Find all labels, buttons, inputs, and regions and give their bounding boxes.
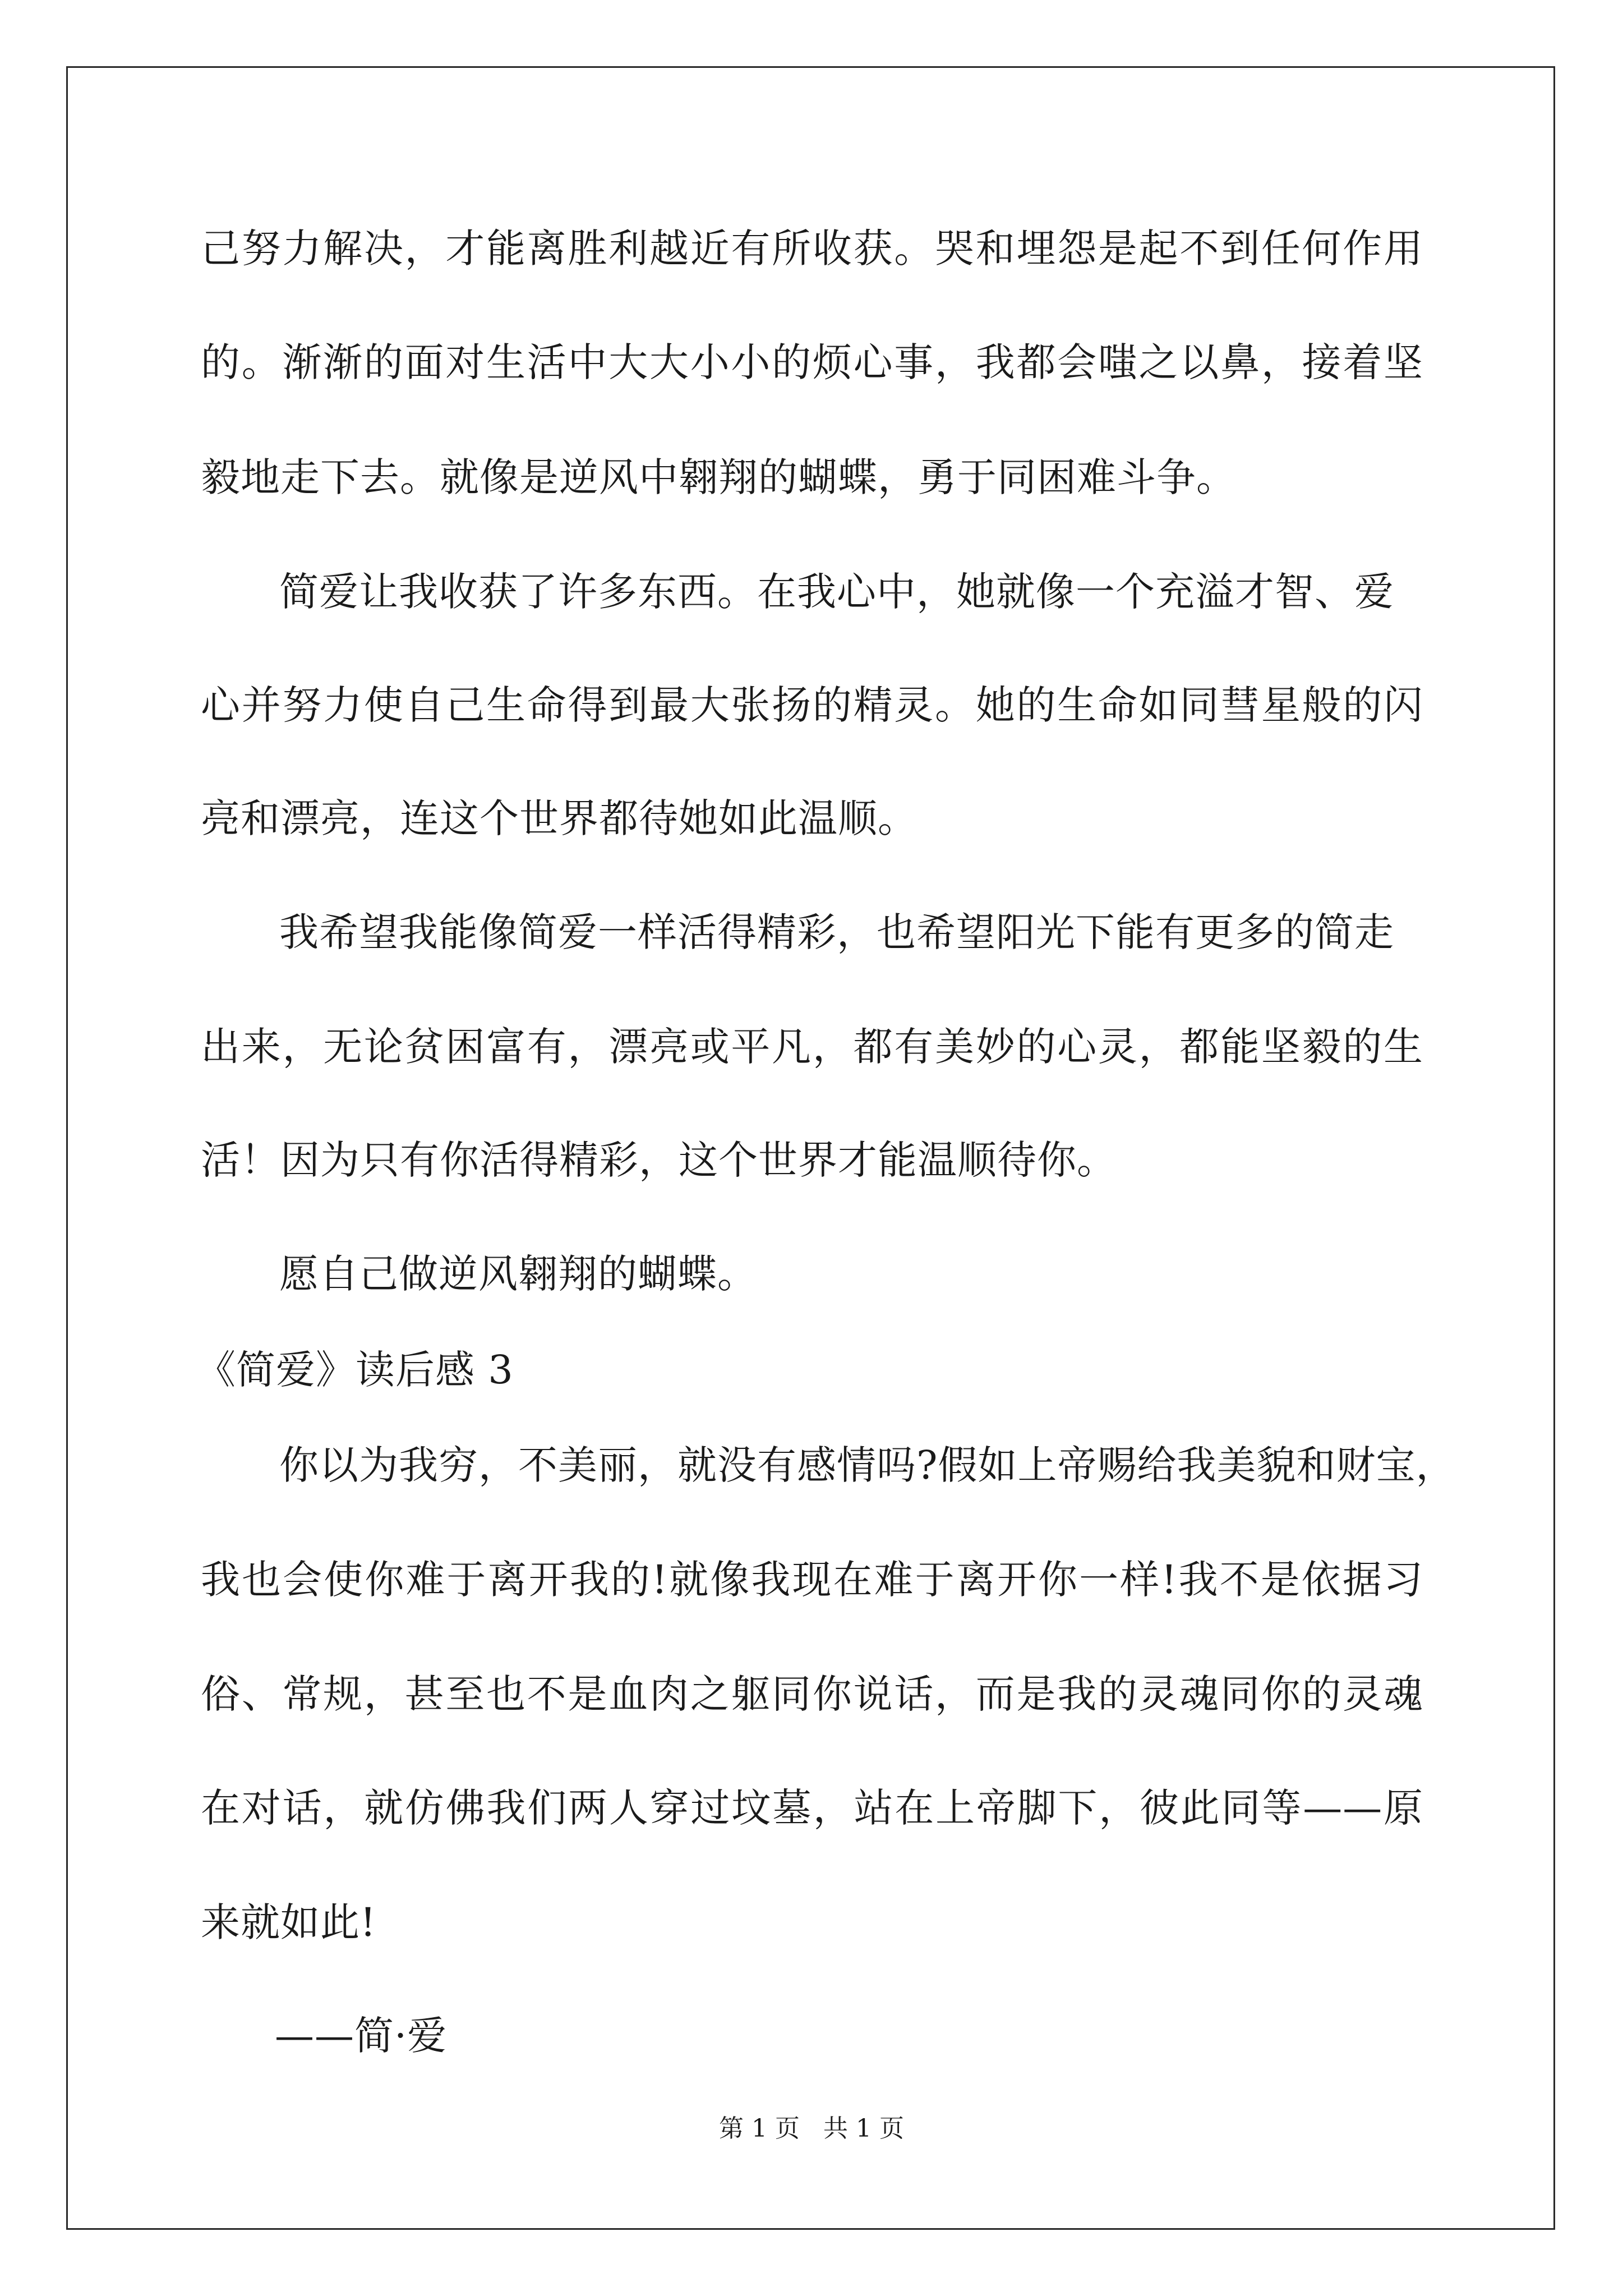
paragraph-first-line: 你以为我穷，不美丽，就没有感情吗?假如上帝赐给我美貌和财宝， <box>279 1442 1456 1488</box>
page-footer: 第 1 页 共 1 页 <box>719 2114 904 2143</box>
paragraph-first-line: 简爱让我收获了许多东西。在我心中，她就像一个充溢才智、爱 <box>279 569 1394 615</box>
paragraph-first-line: 我希望我能像简爱一样活得精彩，也希望阳光下能有更多的简走 <box>279 909 1394 955</box>
body-text-line: 活！因为只有你活得精彩，这个世界才能温顺待你。 <box>201 1137 1117 1183</box>
body-text-line: 己努力解决，才能离胜利越近有所收获。哭和埋怨是起不到任何作用 <box>201 226 1423 272</box>
body-text-line: 心并努力使自己生命得到最大张扬的精灵。她的生命如同彗星般的闪 <box>201 682 1423 728</box>
body-text-line: 毅地走下去。就像是逆风中翱翔的蝴蝶，勇于同困难斗争。 <box>201 454 1236 500</box>
body-text-line: 亮和漂亮，连这个世界都待她如此温顺。 <box>201 795 917 841</box>
signature-line: ——简·爱 <box>275 2013 448 2059</box>
paragraph-first-line: 愿自己做逆风翱翔的蝴蝶。 <box>279 1251 757 1297</box>
body-text-line: 的。渐渐的面对生活中大大小小的烦心事，我都会嗤之以鼻，接着坚 <box>201 339 1423 385</box>
body-text-line: 来就如此! <box>201 1899 377 1945</box>
body-text-line: 我也会使你难于离开我的!就像我现在难于离开你一样!我不是依据习 <box>201 1557 1423 1603</box>
body-text-line: 出来，无论贫困富有，漂亮或平凡，都有美妙的心灵，都能坚毅的生 <box>201 1024 1423 1070</box>
section-heading: 《简爱》读后感 3 <box>196 1347 514 1393</box>
body-text-line: 俗、常规，甚至也不是血肉之躯同你说话，而是我的灵魂同你的灵魂 <box>201 1671 1423 1717</box>
body-text-line: 在对话，就仿佛我们两人穿过坟墓，站在上帝脚下，彼此同等——原 <box>201 1785 1423 1831</box>
